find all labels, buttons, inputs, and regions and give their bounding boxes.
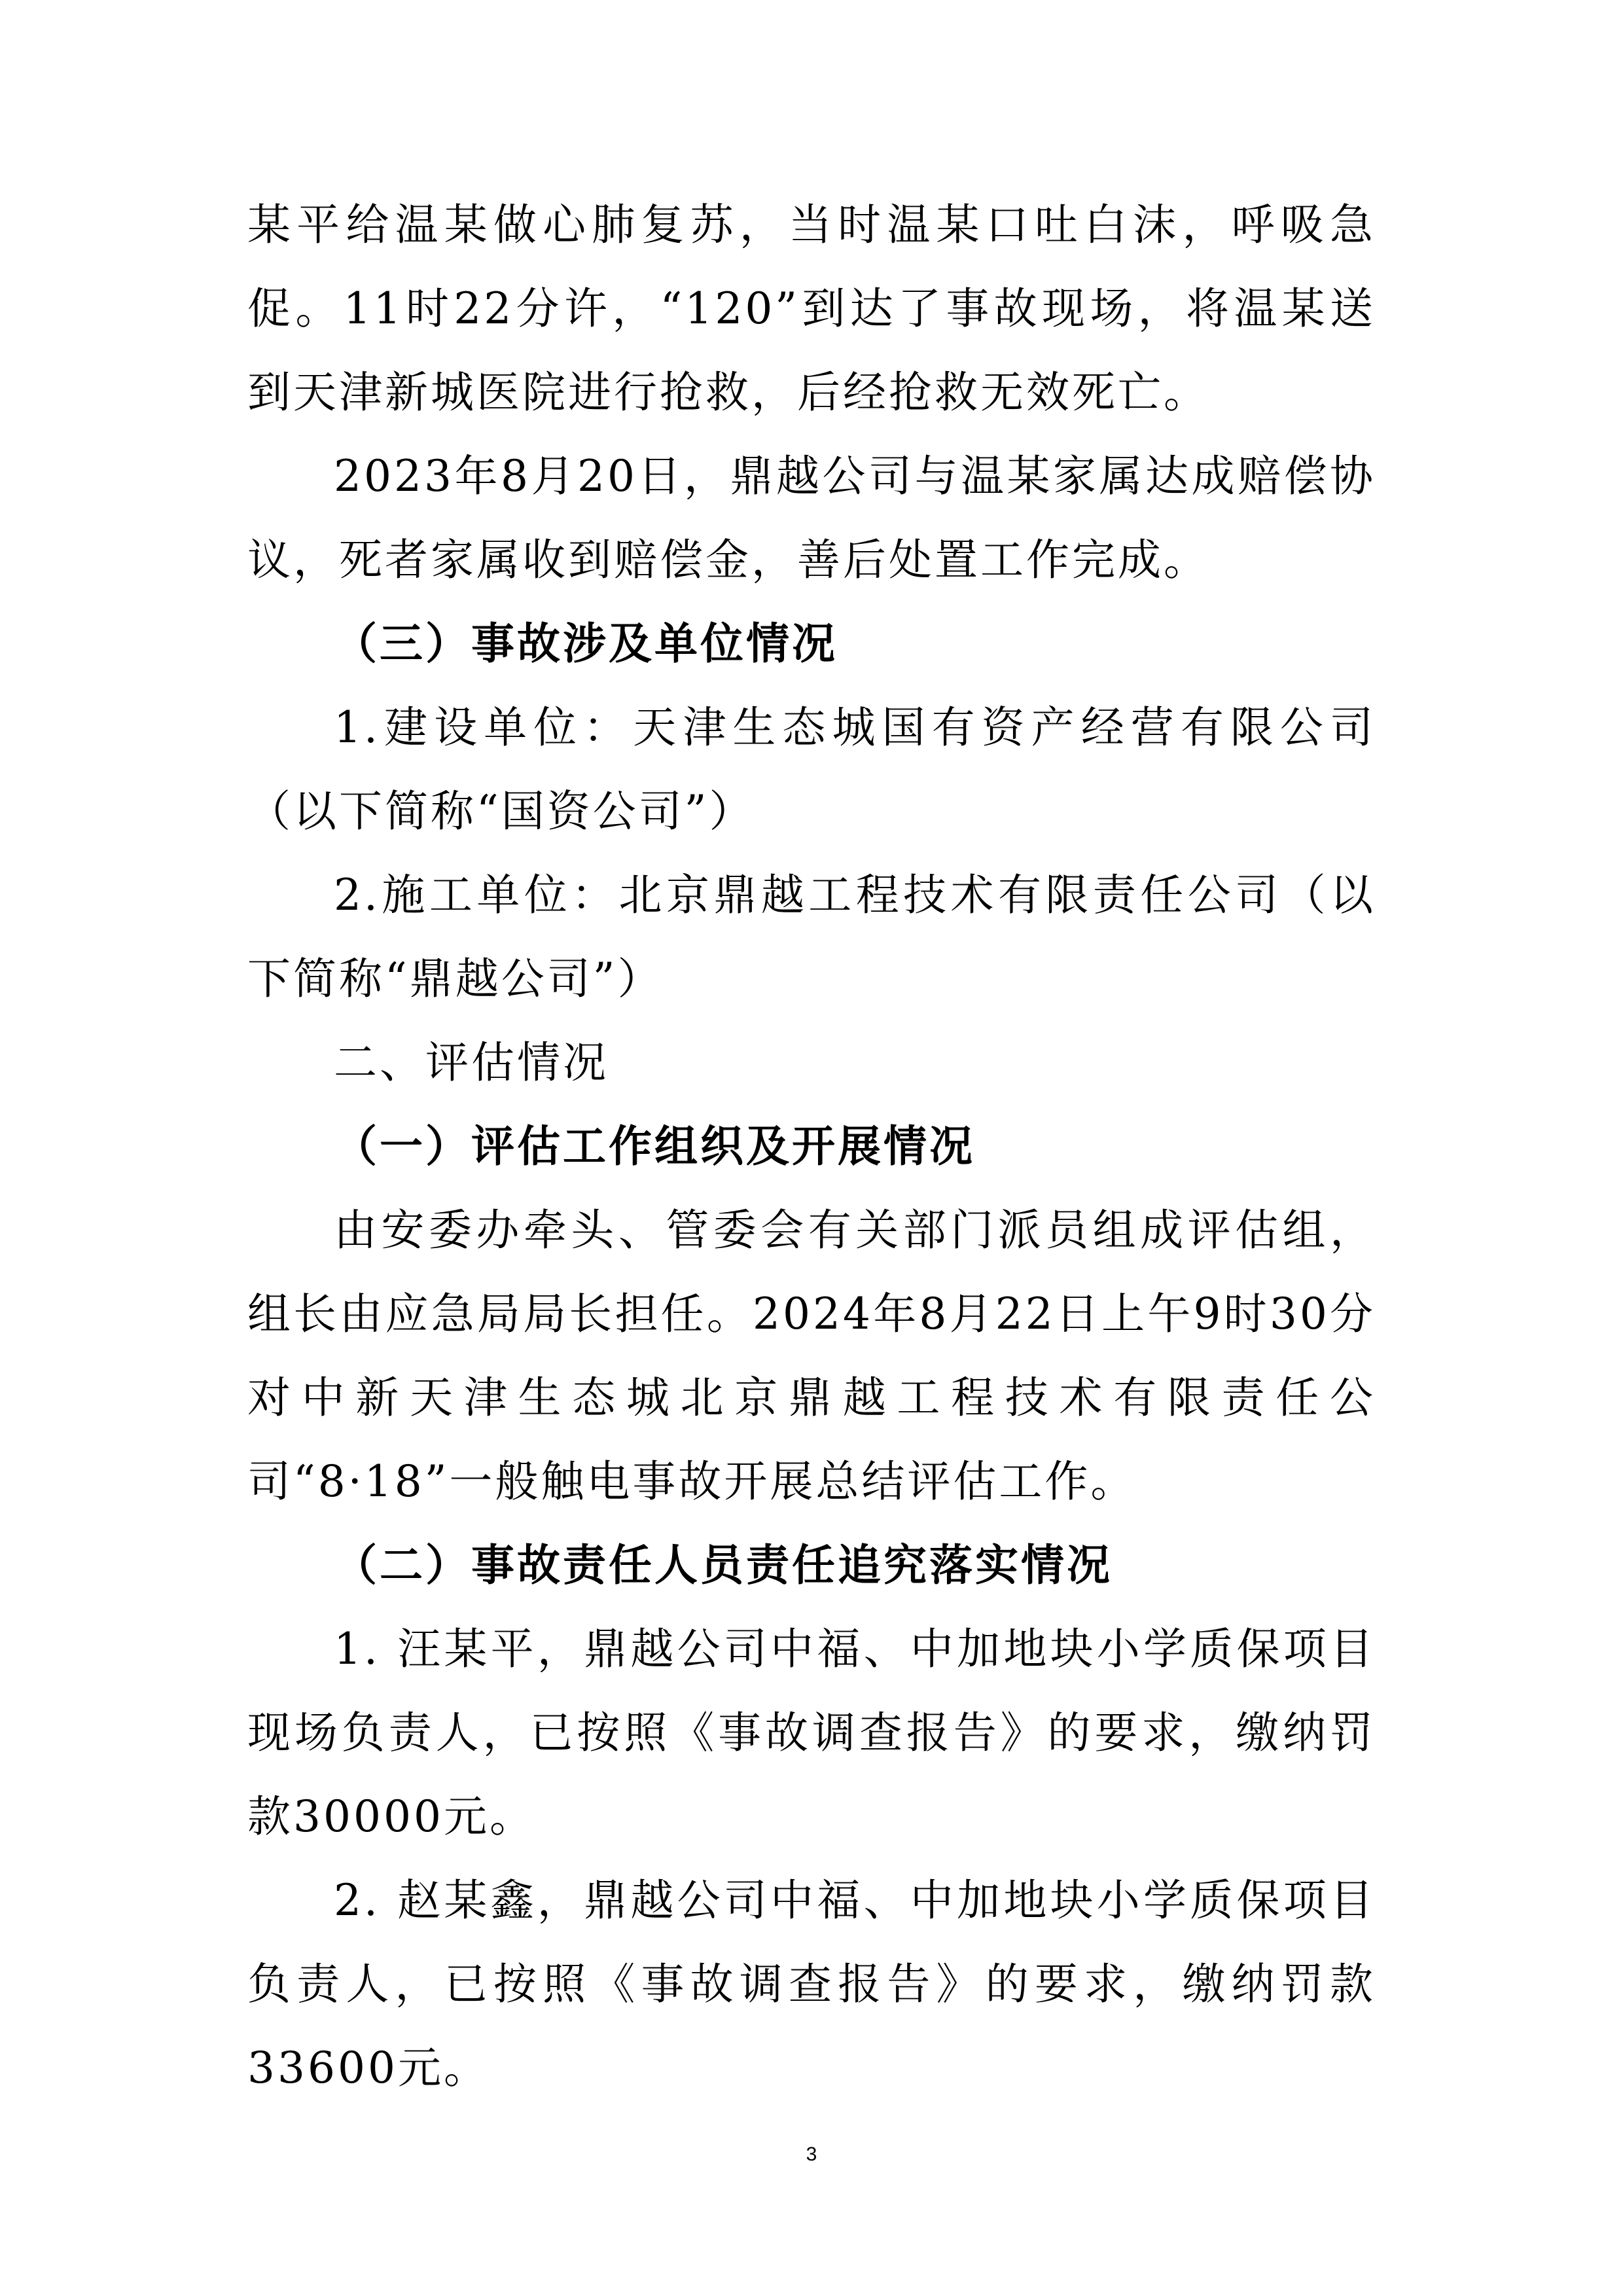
page-number: 3 xyxy=(806,2144,817,2165)
heading-accountability: （二）事故责任人员责任追究落实情况 xyxy=(334,1540,1113,1590)
paragraph-accountability-1: 1. 汪某平，鼎越公司中福、中加地块小学质保项目现场负责人，已按照《事故调查报告》的要求，缴纳罚款30000元。 xyxy=(247,1624,1376,1842)
document-body xyxy=(247,183,1376,2110)
paragraph-assessment-organization: 由安委办牵头、管委会有关部门派员组成评估组，组长由应急局局长担任。2024年8月22日上午9时30分对中新天津生态城北京鼎越工程技术有限责任公司“8·18”一般触电事故开展总结评估工作。 xyxy=(247,1205,1376,1507)
heading-assessment: 二、评估情况 xyxy=(334,1037,609,1088)
paragraph-compensation: 2023年8月20日，鼎越公司与温某家属达成赔偿协议，死者家属收到赔偿金，善后处置工作完成。 xyxy=(247,451,1376,585)
heading-assessment-organization: （一）评估工作组织及开展情况 xyxy=(334,1121,975,1172)
heading-units-involved: （三）事故涉及单位情况 xyxy=(334,619,838,669)
paragraph-accountability-2: 2. 赵某鑫，鼎越公司中福、中加地块小学质保项目负责人，已按照《事故调查报告》的要求，缴纳罚款33600元。 xyxy=(247,1875,1376,2093)
paragraph-rescue: 某平给温某做心肺复苏，当时温某口吐白沫，呼吸急促。11时22分许，“120”到达了事故现场，将温某送到天津新城医院进行抢救，后经抢救无效死亡。 xyxy=(247,200,1376,418)
paragraph-contractor-unit: 2.施工单位：北京鼎越工程技术有限责任公司（以下简称“鼎越公司”） xyxy=(247,870,1376,1004)
paragraph-construction-unit: 1.建设单位：天津生态城国有资产经营有限公司（以下简称“国资公司”） xyxy=(247,702,1376,836)
